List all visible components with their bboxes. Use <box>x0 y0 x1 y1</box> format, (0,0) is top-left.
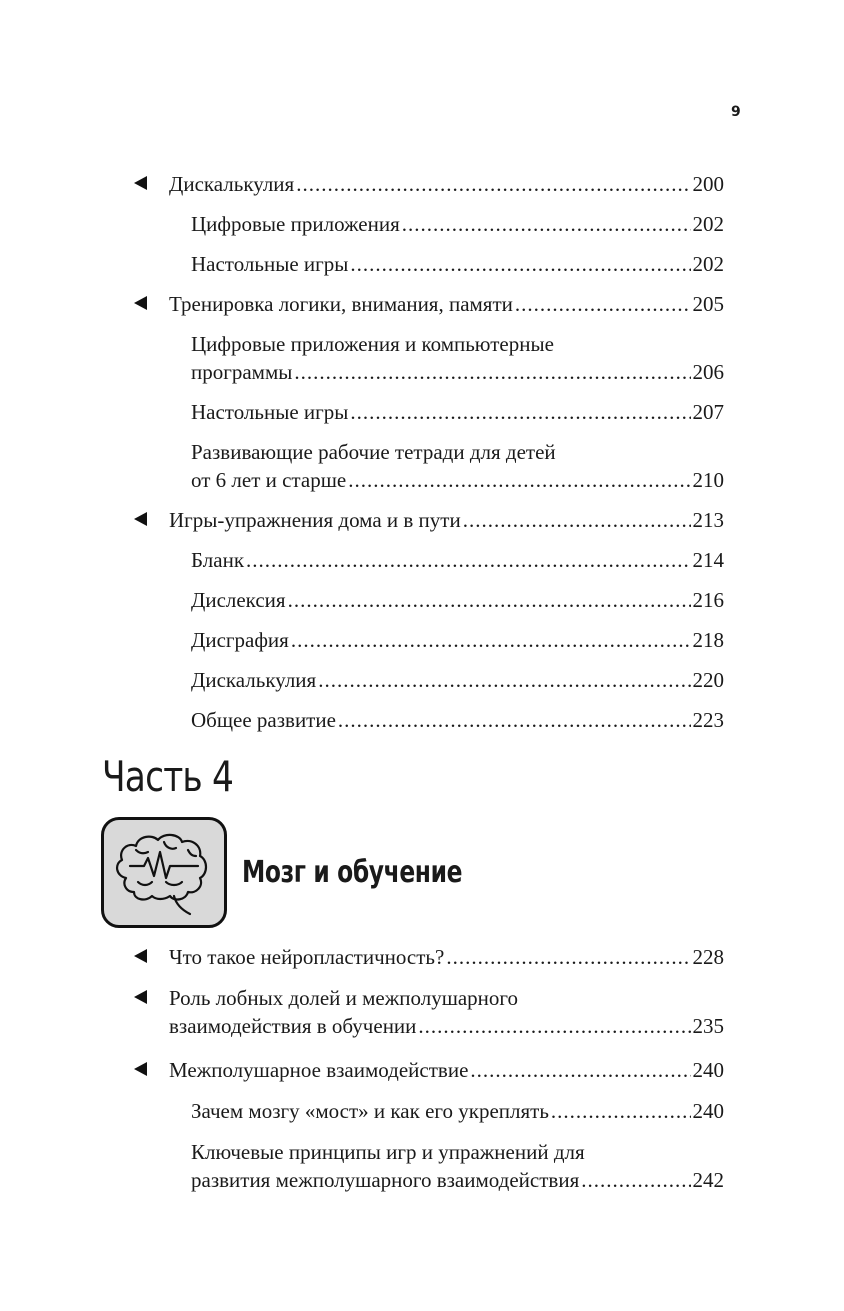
toc-page-number: 213 <box>692 508 724 532</box>
bullet-triangle-icon <box>134 1062 147 1076</box>
toc-entry-title: Цифровые приложения <box>191 212 400 236</box>
toc-entry-title: Общее развитие <box>191 708 336 732</box>
toc-page-number: 206 <box>692 360 724 384</box>
dot-leader <box>515 290 691 318</box>
toc-page-number: 207 <box>692 400 724 424</box>
toc-entry-title: Дисграфия <box>191 628 289 652</box>
brain-icon <box>101 817 227 928</box>
toc-entry-title-line: Цифровые приложения и компьютерные <box>191 332 554 356</box>
dot-leader <box>246 546 690 574</box>
toc-entry-title: Дислексия <box>191 588 286 612</box>
toc-page-number: 240 <box>692 1058 724 1082</box>
toc-entry-title: Игры-упражнения дома и в пути <box>169 508 461 532</box>
dot-leader <box>446 943 690 971</box>
toc-entry-title: от 6 лет и старше <box>191 468 347 492</box>
toc-page-number: 202 <box>692 212 724 236</box>
toc-page-number: 214 <box>692 548 724 572</box>
dot-leader <box>470 1056 690 1084</box>
toc-entry-title-line: Роль лобных долей и межполушарного <box>169 986 519 1010</box>
toc-page-number: 228 <box>692 945 724 969</box>
toc-page-number: 220 <box>692 668 724 692</box>
toc-entry-title: Настольные игры <box>191 400 349 424</box>
toc-entry-title: Зачем мозгу «мост» и как его укреплять <box>191 1099 549 1123</box>
dot-leader <box>418 1012 690 1040</box>
dot-leader <box>296 170 690 198</box>
toc-entry-title: Тренировка логики, внимания, памяти <box>169 292 513 316</box>
dot-leader <box>288 586 691 614</box>
dot-leader <box>294 358 690 386</box>
bullet-triangle-icon <box>134 990 147 1004</box>
dot-leader <box>581 1166 690 1194</box>
dot-leader <box>318 666 690 694</box>
chapter-title: Мозг и обучение <box>242 855 463 890</box>
toc-entry-title: взаимодействия в обучении <box>169 1014 417 1038</box>
toc-entry-title: Межполушарное взаимодействие <box>169 1058 469 1082</box>
toc-page-number: 223 <box>692 708 724 732</box>
toc-entry-title: развития межполушарного взаимодействия <box>191 1168 580 1192</box>
toc-page-number: 205 <box>692 292 724 316</box>
page-number: 9 <box>731 104 741 120</box>
bullet-triangle-icon <box>134 296 147 310</box>
toc-page-number: 202 <box>692 252 724 276</box>
dot-leader <box>463 506 691 534</box>
toc-entry-title-line: Ключевые принципы игр и упражнений для <box>191 1140 585 1164</box>
toc-page-number: 235 <box>692 1014 724 1038</box>
toc-entry-title: Настольные игры <box>191 252 349 276</box>
toc-page-number: 216 <box>692 588 724 612</box>
toc-page-number: 200 <box>692 172 724 196</box>
dot-leader <box>350 250 690 278</box>
dot-leader <box>348 466 690 494</box>
toc-page-number: 218 <box>692 628 724 652</box>
toc-entry-title: программы <box>191 360 293 384</box>
dot-leader <box>551 1097 691 1125</box>
dot-leader <box>338 706 691 734</box>
dot-leader <box>291 626 691 654</box>
bullet-triangle-icon <box>134 949 147 963</box>
toc-entry-title: Бланк <box>191 548 245 572</box>
bullet-triangle-icon <box>134 176 147 190</box>
toc-entry-title-line: Развивающие рабочие тетради для детей <box>191 440 556 464</box>
dot-leader <box>402 210 691 238</box>
toc-entry-title: Что такое нейропластичность? <box>169 945 445 969</box>
toc-entry-title: Дискалькулия <box>191 668 317 692</box>
part-title: Часть 4 <box>102 752 234 801</box>
toc-entry-title: Дискалькулия <box>169 172 295 196</box>
toc-page-number: 240 <box>692 1099 724 1123</box>
bullet-triangle-icon <box>134 512 147 526</box>
dot-leader <box>350 398 690 426</box>
toc-page-number: 210 <box>692 468 724 492</box>
toc-page-number: 242 <box>692 1168 724 1192</box>
